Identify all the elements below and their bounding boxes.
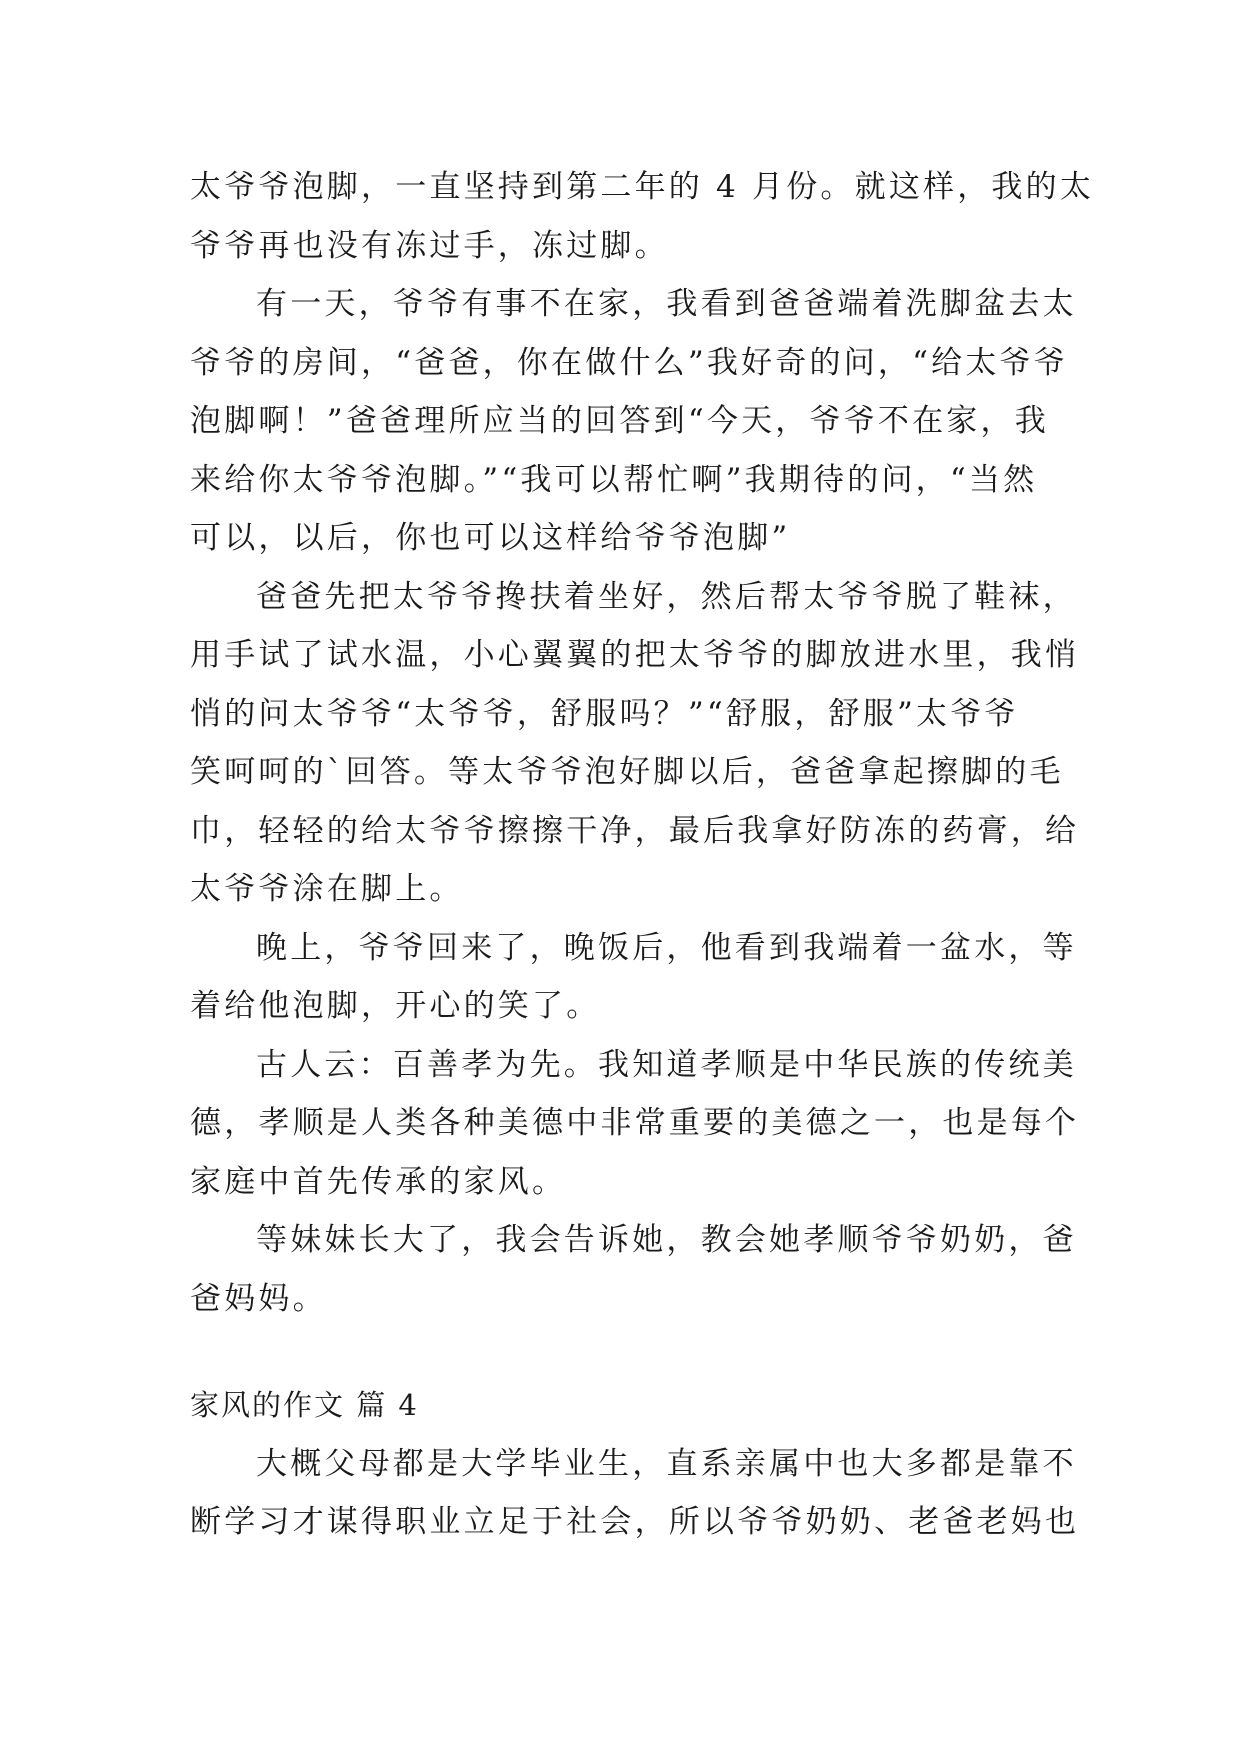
text-line: 用手试了试水温，小心翼翼的把太爷爷的脚放进水里，我悄 — [190, 637, 1080, 673]
paragraph — [190, 275, 1077, 568]
paragraph — [190, 1435, 1080, 1552]
text-line: 爷爷再也没有冻过手，冻过脚。 — [190, 227, 669, 264]
text-line: 笑呵呵的`回答。等太爷爷泡好脚以后，爸爸拿起擦脚的毛 — [190, 754, 1064, 790]
text-line: 巾，轻轻的给太爷爷擦擦干净，最后我拿好防冻的药膏，给 — [190, 812, 1080, 849]
text-line: 晚上，爷爷回来了，晚饭后，他看到我端着一盆水，等 — [256, 929, 1077, 966]
text-line: 悄的问太爷爷“太爷爷，舒服吗？”“舒服，舒服”太爷爷 — [190, 695, 1019, 732]
paragraph — [190, 1036, 1080, 1212]
paragraph — [190, 568, 1080, 919]
paragraph — [190, 919, 1077, 1036]
text-line: 着给他泡脚，开心的笑了。 — [190, 988, 601, 1024]
text-line: 可以，以后，你也可以这样给爷爷泡脚” — [190, 520, 791, 556]
text-line: 来给你太爷爷泡脚。”“我可以帮忙啊”我期待的问，“当然 — [190, 461, 1038, 498]
text-line: 泡脚啊！”爸爸理所应当的回答到“今天，爷爷不在家，我 — [190, 403, 1049, 439]
text-line: 古人云：百善孝为先。我知道孝顺是中华民族的传统美 — [256, 1046, 1077, 1083]
text-line: 有一天，爷爷有事不在家，我看到爸爸端着洗脚盆去太 — [256, 286, 1077, 322]
text-line: 爸妈妈。 — [190, 1280, 327, 1317]
text-line: 爸爸先把太爷爷搀扶着坐好，然后帮太爷爷脱了鞋袜， — [256, 578, 1077, 615]
text-line: 太爷爷泡脚，一直坚持到第二年的 4 月份。就这样，我的太 — [190, 169, 1095, 205]
paragraph — [190, 1211, 1077, 1328]
section-heading: 家风的作文 篇 4 — [190, 1388, 419, 1422]
text-line: 大概父母都是大学毕业生，直系亲属中也大多都是靠不 — [256, 1445, 1077, 1482]
document-page — [190, 158, 1095, 1552]
paragraph — [190, 158, 1095, 275]
text-line: 等妹妹长大了，我会告诉她，教会她孝顺爷爷奶奶，爸 — [256, 1222, 1077, 1258]
text-line: 家庭中首先传承的家风。 — [190, 1163, 567, 1200]
text-line: 爷爷的房间，“爸爸，你在做什么”我好奇的问，“给太爷爷 — [190, 344, 1068, 381]
text-line: 太爷爷涂在脚上。 — [190, 871, 464, 907]
text-line: 断学习才谋得职业立足于社会，所以爷爷奶奶、老爸老妈也 — [190, 1504, 1080, 1540]
text-line: 德，孝顺是人类各种美德中非常重要的美德之一，也是每个 — [190, 1105, 1080, 1141]
